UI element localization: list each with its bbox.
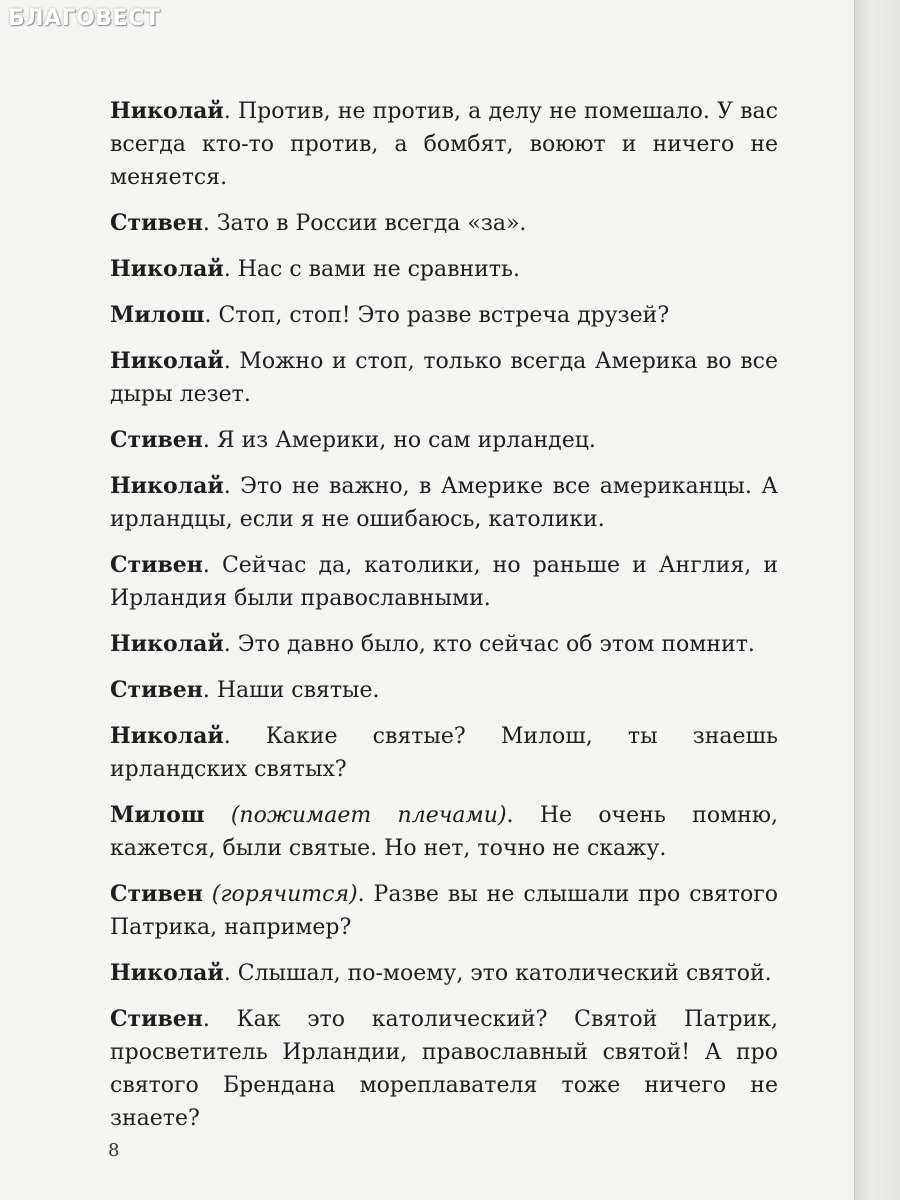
speaker-name: Милош bbox=[110, 302, 205, 328]
line-text: . Зато в России всегда «за». bbox=[202, 211, 527, 236]
dialogue-line bbox=[110, 1003, 778, 1135]
speaker-name: Николай bbox=[110, 723, 224, 749]
speaker-name: Стивен bbox=[110, 210, 203, 236]
dialogue-line bbox=[110, 878, 778, 944]
dialogue-line bbox=[110, 470, 778, 536]
dialogue-line bbox=[110, 253, 778, 286]
dialogue-line bbox=[110, 957, 778, 990]
speaker-name: Стивен bbox=[110, 677, 203, 703]
line-text: . Можно и стоп, только всегда Америка во все дыры лезет. bbox=[110, 349, 778, 407]
dialogue-line bbox=[110, 799, 778, 865]
stage-direction: (горячится) bbox=[202, 882, 358, 907]
line-text: . Какие святые? Милош, ты знаешь ирландских святых? bbox=[110, 724, 778, 782]
dialogue-line bbox=[110, 628, 778, 661]
stage-direction: (пожимает плечами) bbox=[204, 803, 507, 828]
line-text: . Нас с вами не сравнить. bbox=[223, 257, 520, 282]
speaker-name: Николай bbox=[110, 631, 224, 657]
dialogue-line bbox=[110, 95, 778, 194]
line-text: . Как это католический? Святой Патрик, просветитель Ирландии, православный святой! А про святого Брендана мореплавателя тоже ничего не знаете? bbox=[110, 1007, 778, 1131]
dialogue-text bbox=[110, 95, 778, 1148]
speaker-name: Николай bbox=[110, 348, 224, 374]
dialogue-line bbox=[110, 424, 778, 457]
line-text: . Это давно было, кто сейчас об этом помнит. bbox=[223, 632, 755, 657]
speaker-name: Стивен bbox=[110, 552, 203, 578]
line-text: . Это не важно, в Америке все американцы. А ирландцы, если я не ошибаюсь, католики. bbox=[110, 474, 778, 532]
line-text: . Стоп, стоп! Это разве встреча друзей? bbox=[204, 303, 670, 328]
page-number: 8 bbox=[108, 1140, 120, 1161]
dialogue-line bbox=[110, 674, 778, 707]
line-text: . Против, не против, а делу не помешало. У вас всегда кто-то против, а бомбят, воюют и ничего не меняется. bbox=[110, 99, 778, 190]
speaker-name: Николай bbox=[110, 256, 224, 282]
line-text: . Я из Америки, но сам ирландец. bbox=[202, 428, 596, 453]
speaker-name: Стивен bbox=[110, 881, 203, 907]
speaker-name: Николай bbox=[110, 473, 224, 499]
dialogue-line bbox=[110, 345, 778, 411]
dialogue-line bbox=[110, 207, 778, 240]
watermark-logo: БЛАГОВЕСТ bbox=[8, 6, 161, 31]
dialogue-line bbox=[110, 299, 778, 332]
page-edge bbox=[854, 0, 900, 1200]
speaker-name: Стивен bbox=[110, 1006, 203, 1032]
speaker-name: Николай bbox=[110, 960, 224, 986]
speaker-name: Стивен bbox=[110, 427, 203, 453]
speaker-name: Милош bbox=[110, 802, 205, 828]
line-text: . Не очень помню, кажется, были святые. Но нет, точно не скажу. bbox=[110, 803, 778, 861]
line-text: . Наши святые. bbox=[202, 678, 380, 703]
line-text: . Разве вы не слышали про святого Патрика, например? bbox=[110, 882, 779, 940]
line-text: . Слышал, по-моему, это католический святой. bbox=[223, 961, 772, 986]
line-text: . Сейчас да, католики, но раньше и Англия, и Ирландия были православными. bbox=[110, 553, 778, 611]
dialogue-line bbox=[110, 720, 778, 786]
speaker-name: Николай bbox=[110, 98, 224, 124]
dialogue-line bbox=[110, 549, 778, 615]
